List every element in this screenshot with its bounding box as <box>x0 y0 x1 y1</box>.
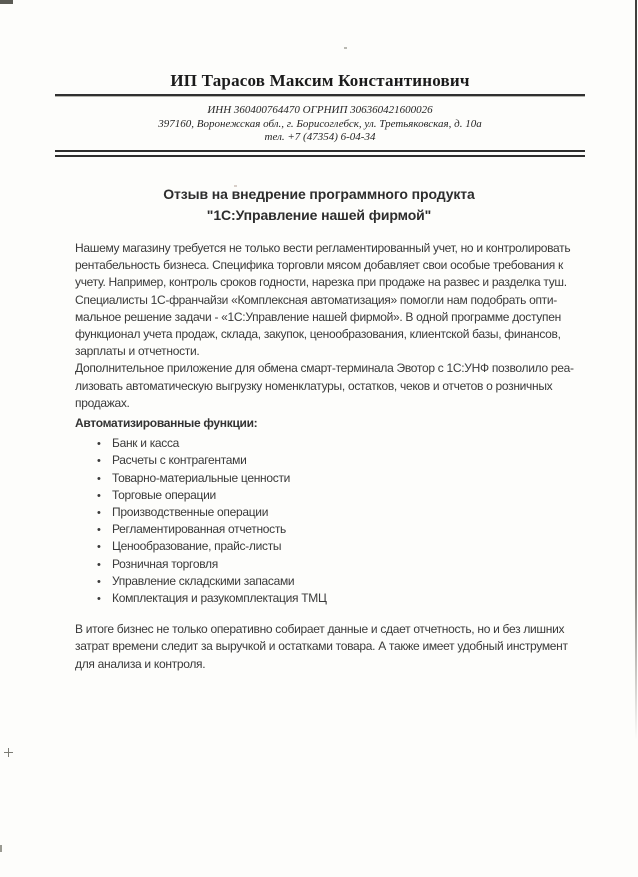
text-line: рентабельность бизнеса. Специфика торговли мясом добавляет свои особые требования к <box>75 258 563 273</box>
functions-list <box>75 435 580 607</box>
document-title-line1: Отзыв на внедрение программного продукта <box>163 186 475 202</box>
bullet-icon: • <box>97 575 101 588</box>
text-line: затрат времени следит за выручкой и остатками товара. А также имеет удобный инструмент <box>75 639 568 654</box>
list-item <box>75 487 580 504</box>
scan-artifact-plus-mark <box>4 748 13 757</box>
paragraph-evotor <box>75 360 580 412</box>
text-line: для анализа и контроля. <box>75 656 206 671</box>
text-line: функционал учета продаж, склада, закупок, ценообразования, клиентской базы, финансов, <box>75 327 561 342</box>
letterhead <box>55 71 585 157</box>
text-line: Специалисты 1С-франчайзи «Комплексная автоматизация» помогли нам подобрать опти- <box>75 292 557 307</box>
paragraph-intro <box>75 240 580 360</box>
text-line: зарплаты и отчетности. <box>75 344 200 359</box>
bullet-icon: • <box>97 455 101 468</box>
list-item <box>75 521 580 538</box>
list-item <box>75 556 580 573</box>
list-item-label: Комплектация и разукомплектация ТМЦ <box>112 591 327 606</box>
text-line: продажах. <box>75 395 130 410</box>
functions-list-heading: Автоматизированные функции: <box>75 416 258 431</box>
list-item-label: Управление складскими запасами <box>112 573 295 588</box>
scan-artifact-notch <box>0 845 2 852</box>
list-item-label: Регламентированная отчетность <box>112 522 286 537</box>
scan-artifact-top-left <box>0 0 13 4</box>
list-item-label: Торговые операции <box>112 487 216 502</box>
phone-line: тел. +7 (47354) 6-04-34 <box>264 131 376 143</box>
bullet-icon: • <box>97 541 101 554</box>
bullet-icon: • <box>97 558 101 571</box>
text-line: лизовать автоматическую выгрузку номенклатуры, остатков, чеков и отчетов о розничных <box>75 378 553 393</box>
bullet-icon: • <box>97 472 101 485</box>
text-line: Дополнительное приложение для обмена смарт-терминала Эвотор с 1С:УНФ позволило реа- <box>75 361 574 376</box>
list-item-label: Розничная торговля <box>112 556 218 571</box>
document-title-line2: "1С:Управление нашей фирмой" <box>206 207 432 223</box>
company-name: ИП Тарасов Максим Константинович <box>170 71 470 90</box>
text-line: В итоге бизнес не только оперативно собирает данные и сдает отчетность, но и без лишних <box>75 622 565 637</box>
list-item-label: Ценообразование, прайс-листы <box>112 539 282 554</box>
document-title <box>0 184 638 226</box>
text-line: Нашему магазину требуется не только вести регламентированный учет, но и контролировать <box>75 241 571 255</box>
list-item <box>75 590 580 607</box>
list-item <box>75 435 580 452</box>
inn-ogrnip-line: ИНН 360400764470 ОГРНИП 306360421600026 <box>207 104 433 116</box>
bullet-icon: • <box>97 489 101 502</box>
address-line: 397160, Воронежская обл., г. Борисоглебск, ул. Третьяковская, д. 10а <box>158 117 482 130</box>
paragraph-closing <box>75 621 580 673</box>
list-item-label: Расчеты с контрагентами <box>112 453 247 468</box>
bullet-icon: • <box>97 438 101 451</box>
letterhead-details <box>55 104 585 145</box>
list-item <box>75 504 580 521</box>
document-body <box>75 240 580 673</box>
text-line: мальное решение задачи - «1С:Управление нашей фирмой». В одной программе доступен <box>75 309 561 324</box>
list-item <box>75 470 580 487</box>
text-line: учету. Например, контроль сроков годности, нарезка при продаже на развес и разделка туш. <box>75 275 567 290</box>
bullet-icon: • <box>97 593 101 606</box>
list-item-label: Товарно-материальные ценности <box>112 470 291 485</box>
bullet-icon: • <box>97 507 101 520</box>
bullet-icon: • <box>97 524 101 537</box>
list-item <box>75 452 580 469</box>
scan-artifact-speck <box>344 47 347 49</box>
scan-artifact-right-edge-line <box>635 0 637 740</box>
list-item-label: Производственные операции <box>112 505 269 520</box>
letterhead-divider <box>55 94 585 97</box>
list-item <box>75 573 580 590</box>
list-item <box>75 538 580 555</box>
letterhead-double-divider <box>55 150 585 157</box>
list-item-label: Банк и касса <box>112 436 180 451</box>
